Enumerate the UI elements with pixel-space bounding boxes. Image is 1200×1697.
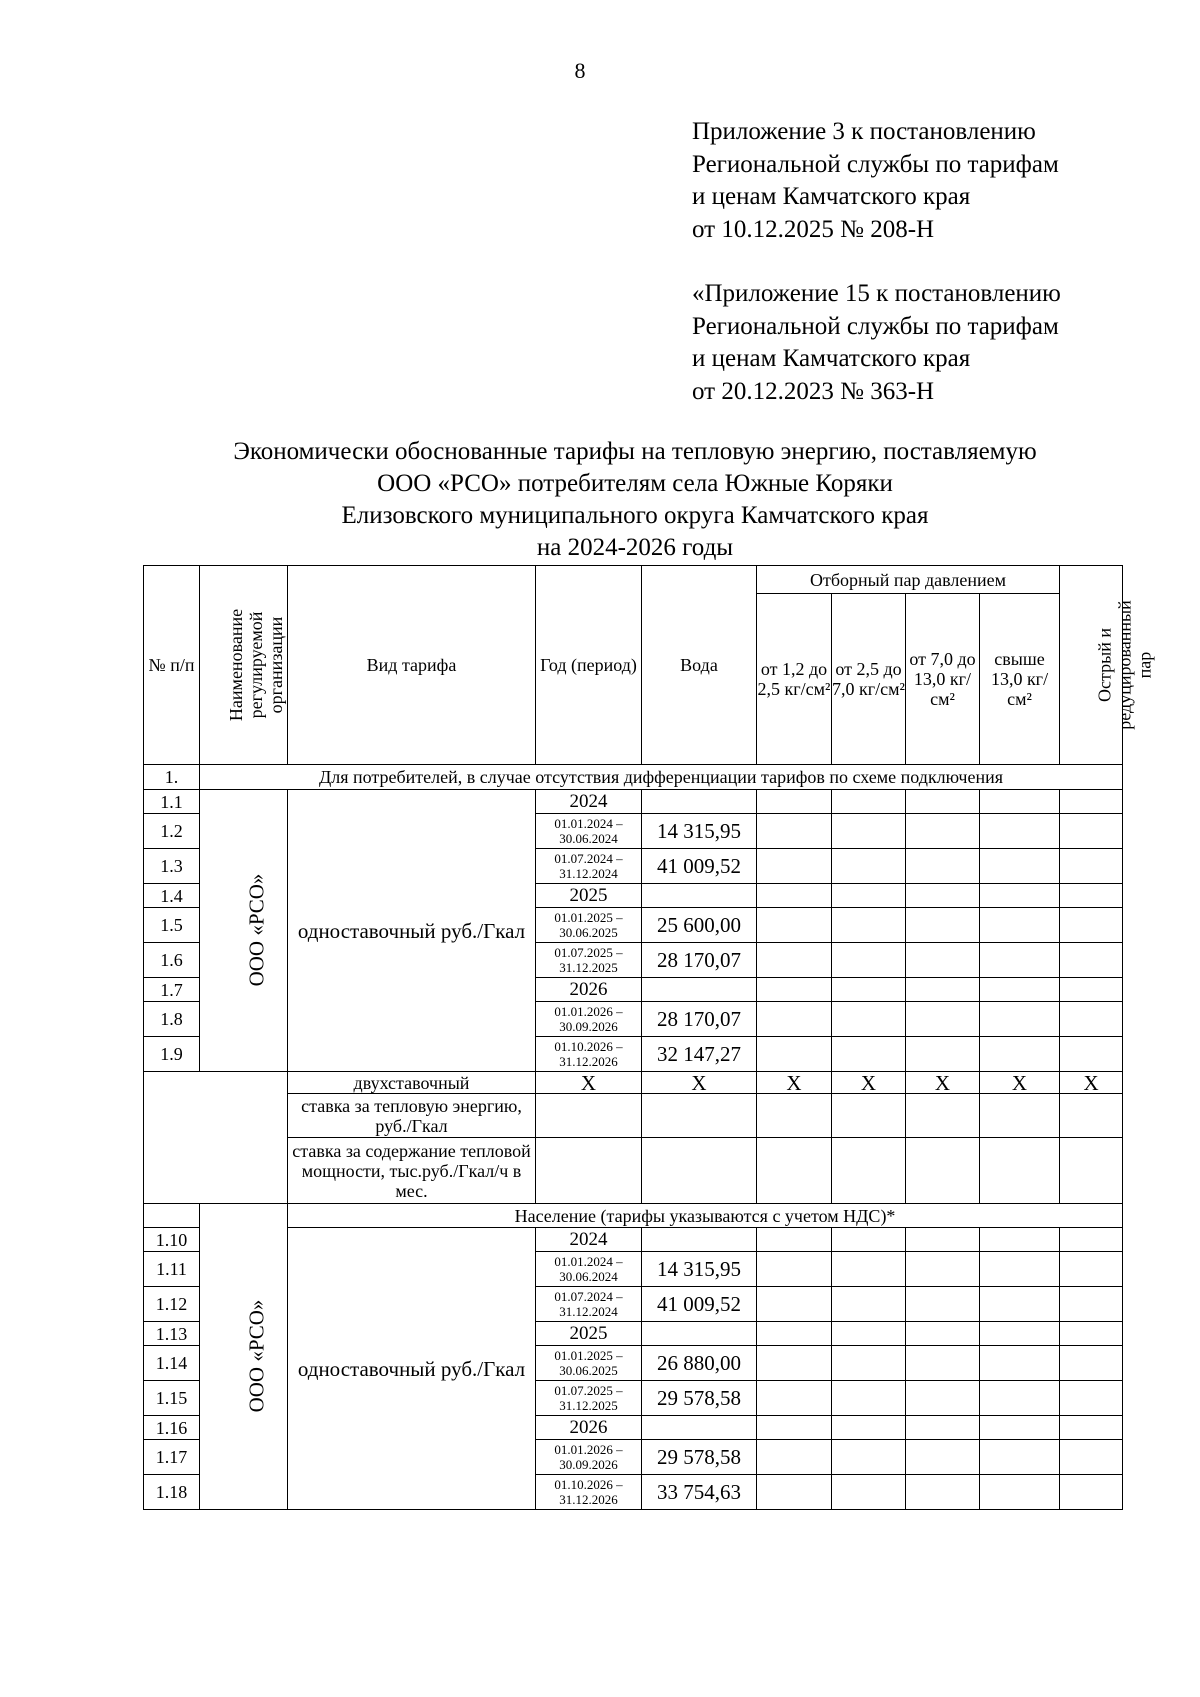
section-label: Для потребителей, в случае отсутствия дифференциации тарифов по схеме подключения: [200, 765, 1123, 790]
org-name: ООО «РСО»: [244, 1299, 269, 1413]
empty-cell: [757, 1138, 832, 1204]
empty-cell: [144, 1072, 288, 1204]
empty-cell: [1060, 814, 1123, 849]
empty-cell: [906, 849, 980, 884]
empty-cell: [1060, 849, 1123, 884]
water-value: [642, 978, 757, 1002]
row-num: 1.10: [144, 1228, 200, 1252]
empty-cell: [906, 1475, 980, 1510]
org-cell: [200, 1204, 288, 1510]
empty-cell: [832, 943, 906, 978]
empty-cell: [832, 1228, 906, 1252]
x-mark: Х: [980, 1072, 1060, 1094]
empty-cell: [980, 1475, 1060, 1510]
empty-cell: [757, 978, 832, 1002]
empty-cell: [536, 1138, 642, 1204]
empty-cell: [1060, 1138, 1123, 1204]
water-value: [642, 1228, 757, 1252]
table-row: [144, 1072, 1123, 1094]
period-cell: 01.01.2025 – 30.06.2025: [536, 1346, 642, 1381]
header-org: [200, 566, 288, 765]
empty-cell: [144, 1204, 200, 1228]
empty-cell: [757, 814, 832, 849]
period-cell: 01.01.2025 – 30.06.2025: [536, 908, 642, 943]
water-value: 28 170,07: [642, 1002, 757, 1037]
empty-cell: [757, 1416, 832, 1440]
empty-cell: [1060, 1475, 1123, 1510]
title-line: на 2024-2026 годы: [536, 534, 734, 561]
empty-cell: [1060, 1346, 1123, 1381]
empty-cell: [906, 1440, 980, 1475]
empty-cell: [980, 1381, 1060, 1416]
row-num: 1.3: [144, 849, 200, 884]
title-line: Елизовского муниципального округа Камчатского края: [341, 502, 929, 529]
empty-cell: [757, 1322, 832, 1346]
empty-cell: [757, 1381, 832, 1416]
empty-cell: [980, 1346, 1060, 1381]
empty-cell: [980, 1138, 1060, 1204]
title-line: ООО «РСО» потребителям села Южные Коряки: [377, 470, 893, 497]
period-cell: 01.01.2026 – 30.09.2026: [536, 1440, 642, 1475]
empty-cell: [1060, 1037, 1123, 1072]
empty-cell: [757, 1440, 832, 1475]
empty-cell: [757, 1346, 832, 1381]
empty-cell: [906, 790, 980, 814]
empty-cell: [980, 908, 1060, 943]
empty-cell: [832, 884, 906, 908]
empty-cell: [1060, 1002, 1123, 1037]
header-steam-group: Отборный пар давлением: [757, 566, 1060, 594]
empty-cell: [906, 1381, 980, 1416]
row-num: 1.4: [144, 884, 200, 908]
row-num: 1.18: [144, 1475, 200, 1510]
period-cell: 01.07.2025 – 31.12.2025: [536, 943, 642, 978]
empty-cell: [757, 849, 832, 884]
section-num: 1.: [144, 765, 200, 790]
header-water: Вода: [642, 566, 757, 765]
empty-cell: [832, 1475, 906, 1510]
row-num: 1.2: [144, 814, 200, 849]
empty-cell: [1060, 1252, 1123, 1287]
empty-cell: [757, 1475, 832, 1510]
water-value: 32 147,27: [642, 1037, 757, 1072]
empty-cell: [832, 1252, 906, 1287]
water-value: [642, 1322, 757, 1346]
row-num: 1.7: [144, 978, 200, 1002]
rate-capacity-label: ставка за содержание тепловой мощности, тыс.руб./Гкал/ч в мес.: [288, 1138, 536, 1204]
empty-cell: [832, 1440, 906, 1475]
empty-cell: [980, 1440, 1060, 1475]
x-mark: Х: [642, 1072, 757, 1094]
header-steam-2: от 2,5 до 7,0 кг/см²: [832, 594, 906, 765]
water-value: [642, 884, 757, 908]
empty-cell: [757, 1037, 832, 1072]
empty-cell: [832, 1094, 906, 1138]
empty-cell: [1060, 908, 1123, 943]
row-num: 1.8: [144, 1002, 200, 1037]
empty-cell: [906, 1416, 980, 1440]
empty-cell: [1060, 943, 1123, 978]
empty-cell: [832, 1416, 906, 1440]
period-cell: 2025: [536, 1322, 642, 1346]
period-cell: 01.01.2026 – 30.09.2026: [536, 1002, 642, 1037]
period-cell: 2026: [536, 978, 642, 1002]
x-mark: Х: [906, 1072, 980, 1094]
empty-cell: [757, 1252, 832, 1287]
appendix-line: от 20.12.2023 № 363-Н: [692, 377, 935, 405]
empty-cell: [832, 1138, 906, 1204]
tariff-table: [143, 565, 1155, 1510]
water-value: [642, 790, 757, 814]
document-title: [140, 436, 1130, 564]
tariff-type-cell: одноставочный руб./Гкал: [288, 790, 536, 1072]
tariff-type-cell: одноставочный руб./Гкал: [288, 1228, 536, 1510]
empty-cell: [1060, 1228, 1123, 1252]
period-cell: 01.10.2026 – 31.12.2026: [536, 1475, 642, 1510]
empty-cell: [1060, 1094, 1123, 1138]
empty-cell: [906, 814, 980, 849]
water-value: 14 315,95: [642, 814, 757, 849]
empty-cell: [980, 1416, 1060, 1440]
empty-cell: [757, 1228, 832, 1252]
empty-cell: [906, 884, 980, 908]
empty-cell: [980, 814, 1060, 849]
water-value: 29 578,58: [642, 1440, 757, 1475]
water-value: 26 880,00: [642, 1346, 757, 1381]
row-num: 1.12: [144, 1287, 200, 1322]
row-num: 1.5: [144, 908, 200, 943]
empty-cell: [980, 1287, 1060, 1322]
x-mark: Х: [1060, 1072, 1123, 1094]
empty-cell: [906, 1037, 980, 1072]
empty-cell: [980, 978, 1060, 1002]
empty-cell: [980, 943, 1060, 978]
empty-cell: [832, 978, 906, 1002]
empty-cell: [980, 790, 1060, 814]
empty-cell: [536, 1094, 642, 1138]
rate-energy-label: ставка за тепловую энергию, руб./Гкал: [288, 1094, 536, 1138]
empty-cell: [906, 1322, 980, 1346]
header-steam-3: от 7,0 до 13,0 кг/см²: [906, 594, 980, 765]
row-num: 1.6: [144, 943, 200, 978]
empty-cell: [757, 1094, 832, 1138]
header-num: № п/п: [144, 566, 200, 765]
appendix-line: и ценам Камчатского края: [692, 183, 971, 210]
empty-cell: [832, 1346, 906, 1381]
empty-cell: [906, 943, 980, 978]
row-num: 1.16: [144, 1416, 200, 1440]
empty-cell: [1060, 1322, 1123, 1346]
empty-cell: [832, 1322, 906, 1346]
appendix-line: Приложение 3 к постановлению: [692, 118, 1036, 145]
period-cell: 01.07.2024 – 31.12.2024: [536, 849, 642, 884]
empty-cell: [980, 1322, 1060, 1346]
water-value: [642, 1416, 757, 1440]
row-num: 1.15: [144, 1381, 200, 1416]
row-num: 1.13: [144, 1322, 200, 1346]
table-row: [144, 1228, 1123, 1252]
empty-cell: [980, 884, 1060, 908]
appendix-line: «Приложение 15 к постановлению: [692, 280, 1061, 307]
row-num: 1.1: [144, 790, 200, 814]
water-value: 28 170,07: [642, 943, 757, 978]
table-row: [144, 1094, 1123, 1138]
water-value: 29 578,58: [642, 1381, 757, 1416]
period-cell: 2024: [536, 1228, 642, 1252]
appendix-line: Региональной службы по тарифам: [692, 150, 1059, 178]
x-mark: Х: [832, 1072, 906, 1094]
water-value: 33 754,63: [642, 1475, 757, 1510]
table-row: [144, 1204, 1123, 1228]
header-steam-4: свыше 13,0 кг/см²: [980, 594, 1060, 765]
empty-cell: [757, 1002, 832, 1037]
empty-cell: [906, 978, 980, 1002]
empty-cell: [832, 1037, 906, 1072]
org-name: ООО «РСО»: [244, 873, 269, 987]
header-year: Год (период): [536, 566, 642, 765]
period-cell: 2026: [536, 1416, 642, 1440]
period-cell: 2025: [536, 884, 642, 908]
empty-cell: [1060, 978, 1123, 1002]
empty-cell: [980, 1252, 1060, 1287]
empty-cell: [980, 1002, 1060, 1037]
empty-cell: [1060, 1416, 1123, 1440]
empty-cell: [757, 908, 832, 943]
empty-cell: [832, 790, 906, 814]
empty-cell: [642, 1094, 757, 1138]
row-num: 1.17: [144, 1440, 200, 1475]
empty-cell: [980, 1094, 1060, 1138]
period-cell: 2024: [536, 790, 642, 814]
water-value: 25 600,00: [642, 908, 757, 943]
header-steam-1: от 1,2 до 2,5 кг/см²: [757, 594, 832, 765]
empty-cell: [980, 1228, 1060, 1252]
empty-cell: [906, 1346, 980, 1381]
row-num: 1.11: [144, 1252, 200, 1287]
period-cell: 01.07.2025 – 31.12.2025: [536, 1381, 642, 1416]
empty-cell: [832, 1381, 906, 1416]
empty-cell: [906, 1252, 980, 1287]
header-sharp-steam: [1060, 566, 1155, 765]
empty-cell: [906, 908, 980, 943]
empty-cell: [757, 943, 832, 978]
water-value: 14 315,95: [642, 1252, 757, 1287]
empty-cell: [1060, 1440, 1123, 1475]
water-value: 41 009,52: [642, 849, 757, 884]
empty-cell: [1060, 1381, 1123, 1416]
empty-cell: [757, 790, 832, 814]
empty-cell: [832, 1002, 906, 1037]
empty-cell: [757, 884, 832, 908]
period-cell: 01.07.2024 – 31.12.2024: [536, 1287, 642, 1322]
appendix-line: от 10.12.2025 № 208-Н: [692, 215, 935, 243]
empty-cell: [1060, 1287, 1123, 1322]
water-value: 41 009,52: [642, 1287, 757, 1322]
appendix-original-block: [692, 278, 1061, 408]
table-row: [144, 1138, 1123, 1204]
period-cell: 01.01.2024 – 30.06.2024: [536, 814, 642, 849]
empty-cell: [1060, 790, 1123, 814]
title-line: Экономически обоснованные тарифы на тепловую энергию, поставляемую: [233, 438, 1037, 465]
appendix-current-block: [692, 116, 1059, 246]
appendix-line: Региональной службы по тарифам: [692, 312, 1059, 340]
empty-cell: [1060, 884, 1123, 908]
header-tariff-type: Вид тарифа: [288, 566, 536, 765]
empty-cell: [980, 1037, 1060, 1072]
appendix-line: и ценам Камчатского края: [692, 345, 971, 372]
empty-cell: [906, 1138, 980, 1204]
empty-cell: [642, 1138, 757, 1204]
empty-cell: [906, 1228, 980, 1252]
page-number: 8: [574, 58, 586, 83]
empty-cell: [906, 1002, 980, 1037]
empty-cell: [832, 849, 906, 884]
period-cell: 01.01.2024 – 30.06.2024: [536, 1252, 642, 1287]
empty-cell: [906, 1287, 980, 1322]
empty-cell: [832, 1287, 906, 1322]
header-org-text: Наименование регулируемой организации: [226, 608, 287, 722]
empty-cell: [906, 1094, 980, 1138]
table-row: [144, 790, 1123, 814]
period-cell: 01.10.2026 – 31.12.2026: [536, 1037, 642, 1072]
org-cell: [200, 790, 288, 1072]
two-part-label: двухставочный: [288, 1072, 536, 1094]
empty-cell: [832, 908, 906, 943]
empty-cell: [980, 849, 1060, 884]
empty-cell: [757, 1287, 832, 1322]
x-mark: Х: [536, 1072, 642, 1094]
row-num: 1.14: [144, 1346, 200, 1381]
row-num: 1.9: [144, 1037, 200, 1072]
x-mark: Х: [757, 1072, 832, 1094]
empty-cell: [832, 814, 906, 849]
section-label: Население (тарифы указываются с учетом НДС)*: [288, 1204, 1123, 1228]
header-sharp-steam-text: Острый и редуцированный пар: [1094, 600, 1155, 730]
